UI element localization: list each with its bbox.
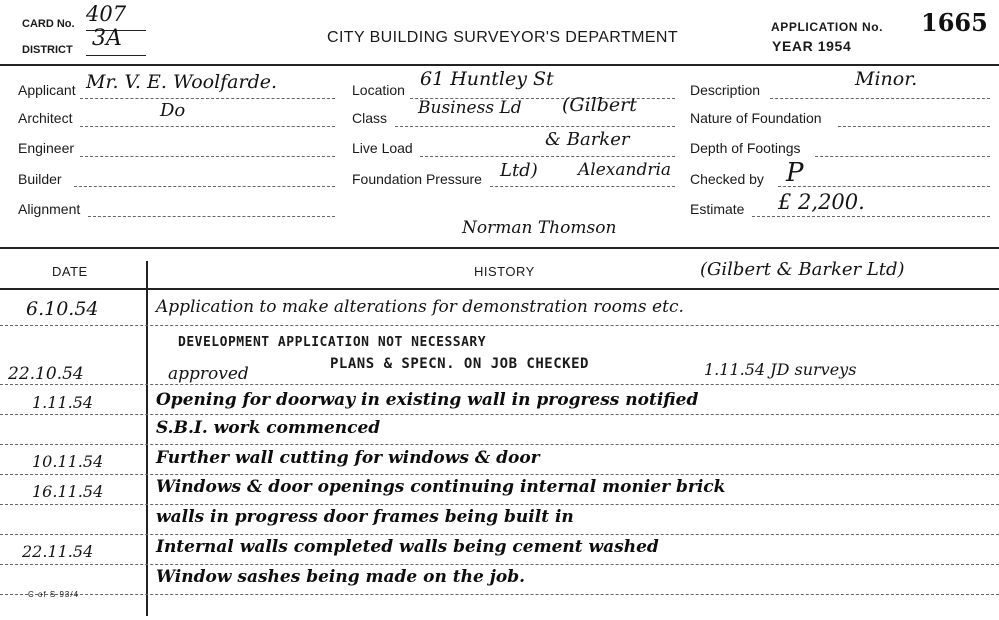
nature-line bbox=[838, 126, 990, 127]
history-row-line bbox=[0, 474, 999, 475]
estimate-label: Estimate bbox=[690, 201, 745, 217]
foundation-pressure-value: Ltd) bbox=[500, 160, 538, 181]
form-code: C of S 93/4 bbox=[28, 590, 80, 599]
engineer-line bbox=[80, 156, 335, 157]
history-date: 22.10.54 bbox=[8, 364, 84, 384]
district-label: DISTRICT bbox=[22, 44, 73, 56]
live-load-label: Live Load bbox=[352, 140, 413, 156]
alignment-label: Alignment bbox=[18, 201, 81, 217]
estimate-line bbox=[752, 216, 990, 217]
builder-label: Builder bbox=[18, 171, 62, 187]
description-line bbox=[770, 98, 990, 99]
estimate-value: £ 2,200. bbox=[778, 190, 865, 214]
application-no-label: APPLICATION No. bbox=[771, 20, 884, 34]
history-header: HISTORY bbox=[474, 264, 535, 279]
class-value: Business Ld bbox=[418, 98, 522, 118]
history-row-line bbox=[0, 594, 999, 595]
description-label: Description bbox=[690, 82, 761, 98]
district-value: 3A bbox=[92, 26, 122, 51]
history-date: 16.11.54 bbox=[32, 482, 104, 501]
alignment-line bbox=[88, 216, 335, 217]
history-row-line bbox=[0, 504, 999, 505]
history-text: Opening for doorway in existing wall in progress notified bbox=[156, 390, 699, 410]
applicant-label: Applicant bbox=[18, 82, 76, 98]
history-text: Application to make alterations for demonstration rooms etc. bbox=[156, 297, 684, 317]
date-column-divider bbox=[146, 261, 148, 616]
history-text: Internal walls completed walls being cement washed bbox=[156, 537, 659, 557]
history-text-continued: walls in progress door frames being built in bbox=[156, 507, 574, 527]
history-extra: 1.11.54 JD surveys bbox=[704, 360, 857, 379]
checked-label: Checked by bbox=[690, 171, 764, 187]
class-label: Class bbox=[352, 110, 388, 126]
card-no-value: 407 bbox=[86, 2, 127, 26]
checked-value: P bbox=[786, 158, 804, 188]
foundation-extra: Alexandria bbox=[578, 160, 672, 180]
history-row-line bbox=[0, 534, 999, 535]
card-no-label: CARD No. bbox=[22, 18, 75, 30]
live-load-value: & Barker bbox=[545, 129, 630, 150]
applicant-line bbox=[80, 98, 335, 99]
history-date: 1.11.54 bbox=[32, 393, 94, 412]
history-row-line bbox=[0, 325, 999, 326]
foundation-pressure-line bbox=[490, 186, 675, 187]
header-divider bbox=[0, 64, 999, 66]
application-no-value: 1665 bbox=[921, 8, 988, 37]
history-row-line bbox=[0, 384, 999, 385]
department-title: CITY BUILDING SURVEYOR'S DEPARTMENT bbox=[327, 29, 679, 46]
architect-label: Architect bbox=[18, 110, 73, 126]
location-label: Location bbox=[352, 82, 405, 98]
fields-divider bbox=[0, 247, 999, 249]
engineer-label: Engineer bbox=[18, 140, 75, 156]
history-date: 22.11.54 bbox=[22, 542, 94, 561]
nature-label: Nature of Foundation bbox=[690, 110, 822, 126]
depth-line bbox=[815, 156, 990, 157]
history-text: Windows & door openings continuing internal monier brick bbox=[156, 477, 726, 497]
applicant-value: Mr. V. E. Woolfarde. bbox=[86, 71, 278, 93]
description-value: Minor. bbox=[855, 68, 918, 90]
architect-value: Do bbox=[160, 100, 186, 121]
district-underline bbox=[86, 55, 146, 56]
history-row-line bbox=[0, 414, 999, 415]
live-load-line bbox=[420, 156, 675, 157]
architect-line bbox=[80, 126, 335, 127]
location-value: 61 Huntley St bbox=[420, 68, 554, 90]
depth-label: Depth of Footings bbox=[690, 140, 801, 156]
history-text: approved bbox=[168, 364, 249, 384]
history-text-continued: S.B.I. work commenced bbox=[156, 418, 381, 438]
plans-stamp: PLANS & SPECN. ON JOB CHECKED bbox=[330, 356, 589, 372]
history-date: 6.10.54 bbox=[26, 298, 99, 320]
class-line bbox=[395, 126, 675, 127]
year-label: YEAR 1954 bbox=[772, 38, 852, 54]
class-extra: (Gilbert bbox=[562, 94, 637, 116]
history-text: Further wall cutting for windows & door bbox=[156, 448, 540, 468]
history-row-line bbox=[0, 564, 999, 565]
history-row-line bbox=[0, 444, 999, 445]
history-header-divider bbox=[0, 288, 999, 290]
foundation-pressure-label: Foundation Pressure bbox=[352, 171, 482, 187]
history-date: 10.11.54 bbox=[32, 452, 104, 471]
owner-note: (Gilbert & Barker Ltd) bbox=[700, 259, 905, 280]
builder-line bbox=[74, 186, 335, 187]
development-stamp: DEVELOPMENT APPLICATION NOT NECESSARY bbox=[178, 335, 487, 350]
history-text-continued: Window sashes being made on the job. bbox=[156, 567, 526, 587]
checked-line bbox=[778, 186, 990, 187]
signature-line: Norman Thomson bbox=[462, 218, 617, 238]
date-header: DATE bbox=[52, 264, 88, 279]
